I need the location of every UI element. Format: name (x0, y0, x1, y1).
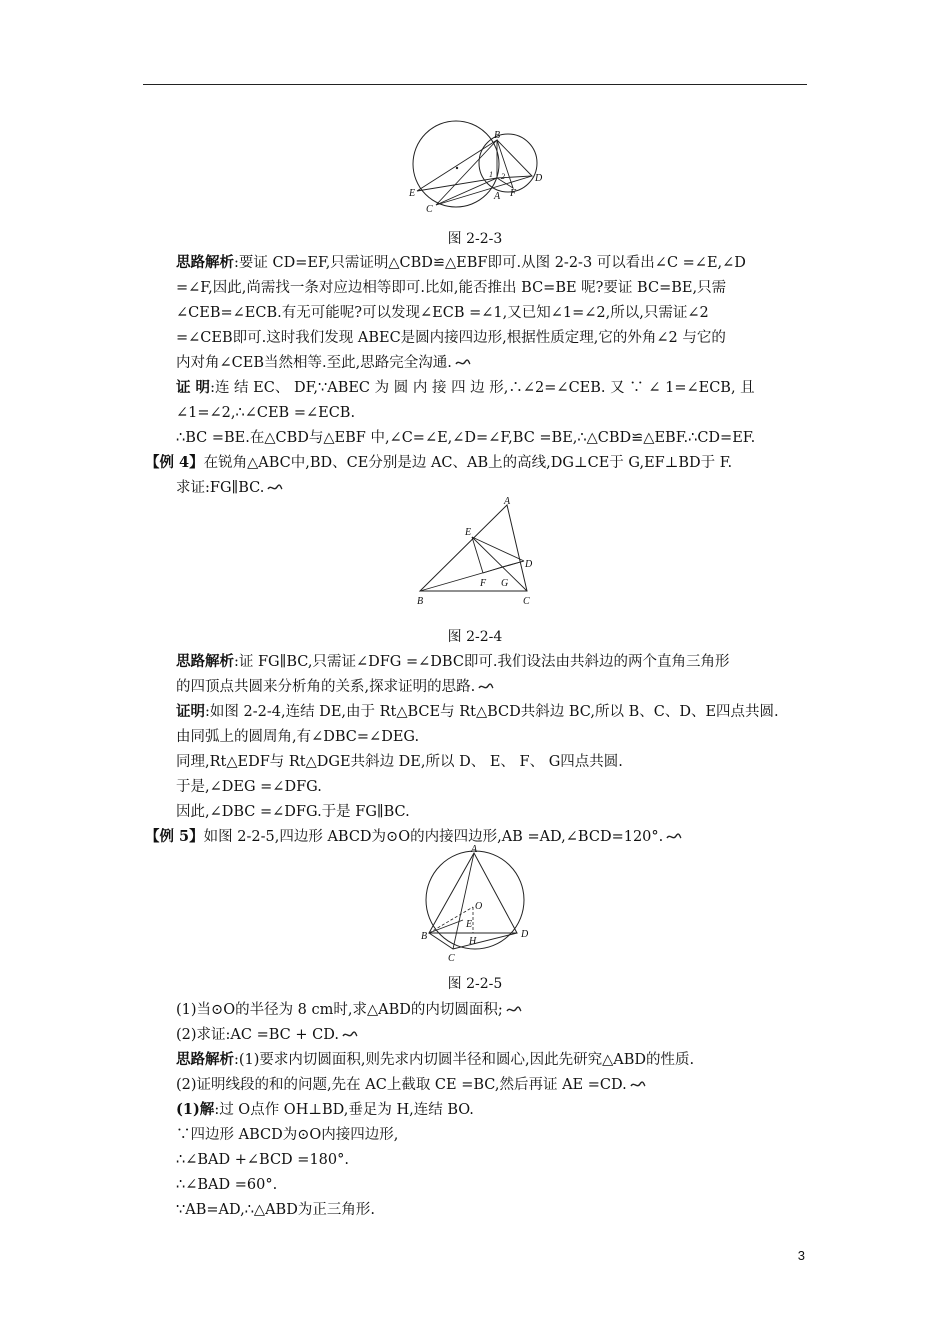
fig5-label: D (521, 929, 529, 940)
fig3-label: 2 (501, 172, 505, 181)
fig3-label: C (426, 204, 433, 215)
text-line: (1)当⊙O的半径为 8 cm时,求△ABD的内切圆面积; (176, 1000, 522, 1020)
text-line: 求证:FG∥BC. (176, 478, 283, 498)
squiggle-mark-icon (478, 682, 494, 692)
figure-caption: 图 2-2-5 (447, 976, 503, 992)
figure-2-2-4 (410, 493, 540, 608)
fig3-label: E (409, 188, 416, 199)
squiggle-mark-icon (267, 483, 283, 493)
text-line: (2)证明线段的和的问题,先在 AC上截取 CE =BC,然后再证 AE =CD. (176, 1075, 646, 1095)
text-line: 同理,Rt△EDF与 Rt△DGE共斜边 DE,所以 D、 E、 F、 G四点共圆. (176, 754, 623, 770)
squiggle-mark-icon (506, 1005, 522, 1015)
example-heading: 【例 4】在锐角△ABC中,BD、CE分别是边 AC、AB上的高线,DG⊥CE于 G,EF⊥BD于 F. (145, 454, 733, 471)
fig4-label: A (504, 496, 511, 507)
text-line: 证 明:连 结 EC、 DF,∵ABEC 为 圆 内 接 四 边 形,∴∠2=∠CEB. 又 ∵ ∠ 1=∠ECB, 且 (176, 379, 755, 396)
figure-caption: 图 2-2-4 (447, 629, 503, 645)
text-line: ∵四边形 ABCD为⊙O内接四边形, (176, 1127, 399, 1143)
text-line: 证明:如图 2-2-4,连结 DE,由于 Rt△BCE与 Rt△BCD共斜边 BC,所以 B、C、D、E四点共圆. (176, 703, 779, 720)
fig5-label: E (466, 919, 473, 930)
fig4-label: B (417, 596, 424, 607)
text-line: =∠F,因此,尚需找一条对应边相等即可.比如,能否推出 BC=BE 呢?要证 BC=BE,只需 (176, 280, 727, 296)
text-line: (2)求证:AC =BC + CD. (176, 1025, 358, 1045)
text-line: (1)解:过 O点作 OH⊥BD,垂足为 H,连结 BO. (176, 1101, 474, 1118)
text-line: ∵AB=AD,∴△ABD为正三角形. (176, 1202, 375, 1218)
text-line: 的四顶点共圆来分析角的关系,探求证明的思路. (176, 677, 494, 697)
fig3-label: F (510, 188, 517, 199)
squiggle-mark-icon (630, 1080, 646, 1090)
fig3-label: 1 (489, 170, 493, 179)
page-number: 3 (797, 1248, 805, 1263)
figure-2-2-5 (417, 843, 537, 963)
text-line: 由同弧上的圆周角,有∠DBC=∠DEG. (176, 729, 420, 745)
fig4-label: D (525, 559, 533, 570)
text-line: 因此,∠DBC =∠DFG.于是 FG∥BC. (176, 804, 410, 820)
fig5-label: H (469, 936, 477, 947)
text-line: 于是,∠DEG =∠DFG. (176, 779, 322, 795)
fig4-label: G (501, 578, 509, 589)
text-line: ∠CEB=∠ECB.有无可能呢?可以发现∠ECB =∠1,又已知∠1=∠2,所以,只需证∠2 (176, 305, 709, 321)
text-line: 思路解析:证 FG∥BC,只需证∠DFG =∠DBC即可.我们设法由共斜边的两个直角三角形 (176, 653, 730, 670)
text-line: ∴∠BAD +∠BCD =180°. (176, 1152, 349, 1168)
header-rule (143, 84, 807, 85)
text-line: 思路解析:要证 CD=EF,只需证明△CBD≌△EBF即可.从图 2-2-3 可以看出∠C =∠E,∠D (176, 254, 746, 271)
fig3-label: D (535, 173, 543, 184)
text-line: ∴BC =BE.在△CBD与△EBF 中,∠C=∠E,∠D=∠F,BC =BE,∴△CBD≌△EBF.∴CD=EF. (176, 430, 756, 446)
fig3-label: A (494, 191, 501, 202)
squiggle-mark-icon (666, 832, 682, 842)
figure-2-2-3 (400, 118, 560, 218)
fig4-label: E (465, 527, 472, 538)
figure-caption: 图 2-2-3 (447, 231, 503, 247)
fig5-label: O (475, 901, 483, 912)
text-line: =∠CEB即可.这时我们发现 ABEC是圆内接四边形,根据性质定理,它的外角∠2 与它的 (176, 330, 726, 346)
text-line: 内对角∠CEB当然相等.至此,思路完全沟通. (176, 353, 471, 373)
fig3-label: B (494, 130, 501, 141)
squiggle-mark-icon (455, 358, 471, 368)
fig5-label: A (471, 844, 478, 855)
example-heading: 【例 5】如图 2-2-5,四边形 ABCD为⊙O的内接四边形,AB =AD,∠BCD=120°. (145, 827, 682, 847)
fig4-label: F (480, 578, 487, 589)
fig5-label: C (448, 953, 455, 963)
text-line: ∴∠BAD =60°. (176, 1177, 278, 1193)
text-line: 思路解析:(1)要求内切圆面积,则先求内切圆半径和圆心,因此先研究△ABD的性质. (176, 1051, 695, 1068)
text-line: ∠1=∠2,∴∠CEB =∠ECB. (176, 405, 356, 421)
squiggle-mark-icon (342, 1030, 358, 1040)
fig4-label: C (523, 596, 530, 607)
fig5-label: B (421, 931, 428, 942)
